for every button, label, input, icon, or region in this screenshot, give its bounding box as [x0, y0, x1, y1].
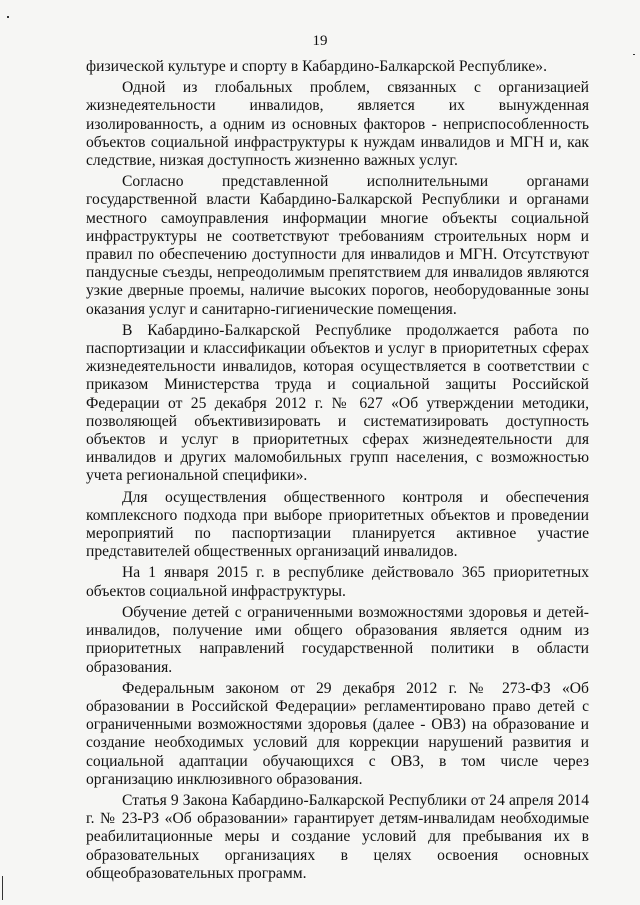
- scan-speck: [7, 16, 9, 18]
- paragraph-isolation: Одной из глобальных проблем, связанных с организацией жизнедеятельности инвалидов, является их вынужденная изолированность, а одним из основных факторов - неприспособленность объектов социальной инфраструктуры к нуждам инвалидов и МГН и, как следствие, низкая доступность жизненно важных услуг.: [86, 79, 589, 170]
- paragraph-continuation: физической культуре и спорту в Кабардино-Балкарской Республике».: [86, 58, 547, 75]
- paragraph-regional-law: Статья 9 Закона Кабардино-Балкарской Республики от 24 апреля 2014 г. № 23-РЗ «Об образовании» гарантирует детям-инвалидам необходимые реабилитационные меры и создание условий для пребывания их в образовательных организациях в целях освоения основных общеобразовательных программ.: [86, 791, 589, 882]
- paragraph-federal-law: Федеральным законом от 29 декабря 2012 г. № 273-ФЗ «Об образовании в Российской Федерации» регламентировано право детей с ограниченными возможностями здоровья (далее - ОВЗ) на образование и создание необходимых условий для коррекции нарушений развития и социальной адаптации обучающихся с ОВЗ, в том числе через организацию инклюзивного образования.: [86, 679, 589, 788]
- document-body: [86, 58, 589, 886]
- paragraph-infrastructure: Согласно представленной исполнительными органами государственной власти Кабардино-Балкарской Республики и органами местного самоуправления информации многие объекты социальной инфраструктуры не соответствуют требованиям строительных норм и правил по обеспечению доступности для инвалидов и МГН. Отсутствуют пандусные съезды, непреодолимым препятствием для инвалидов являются узкие дверные проемы, наличие высоких порогов, необорудованные зоны оказания услуг и санитарно-гигиенические помещения.: [86, 173, 589, 318]
- paragraph-passportization: В Кабардино-Балкарской Республике продолжается работа по паспортизации и классификации объектов и услуг в приоритетных сферах жизнедеятельности инвалидов, которая осуществляется в соответствии с приказом Министерства труда и социальной защиты Российской Федерации от 25 декабря 2012 г. № 627 «Об утверждении методики, позволяющей объективизировать и систематизировать доступность объектов и услуг в приоритетных сферах жизнедеятельности для инвалидов и других маломобильных групп населения, с возможностью учета региональной специфики».: [86, 321, 589, 485]
- paragraph-priority-objects: На 1 января 2015 г. в республике действовало 365 приоритетных объектов социальной инфраструктуры.: [86, 564, 589, 600]
- scan-edge-line: [2, 876, 3, 900]
- paragraph-public-control: Для осуществления общественного контроля и обеспечения комплексного подхода при выборе приоритетных объектов и проведении мероприятий по паспортизации планируется активное участие представителей общественных организаций инвалидов.: [86, 488, 589, 561]
- page-number: 19: [312, 33, 328, 49]
- paragraph-education: Обучение детей с ограниченными возможностями здоровья и детей-инвалидов, получение ими общего образования является одним из приоритетных направлений государственной политики в области образования.: [86, 603, 589, 676]
- scan-speck: [633, 54, 635, 55]
